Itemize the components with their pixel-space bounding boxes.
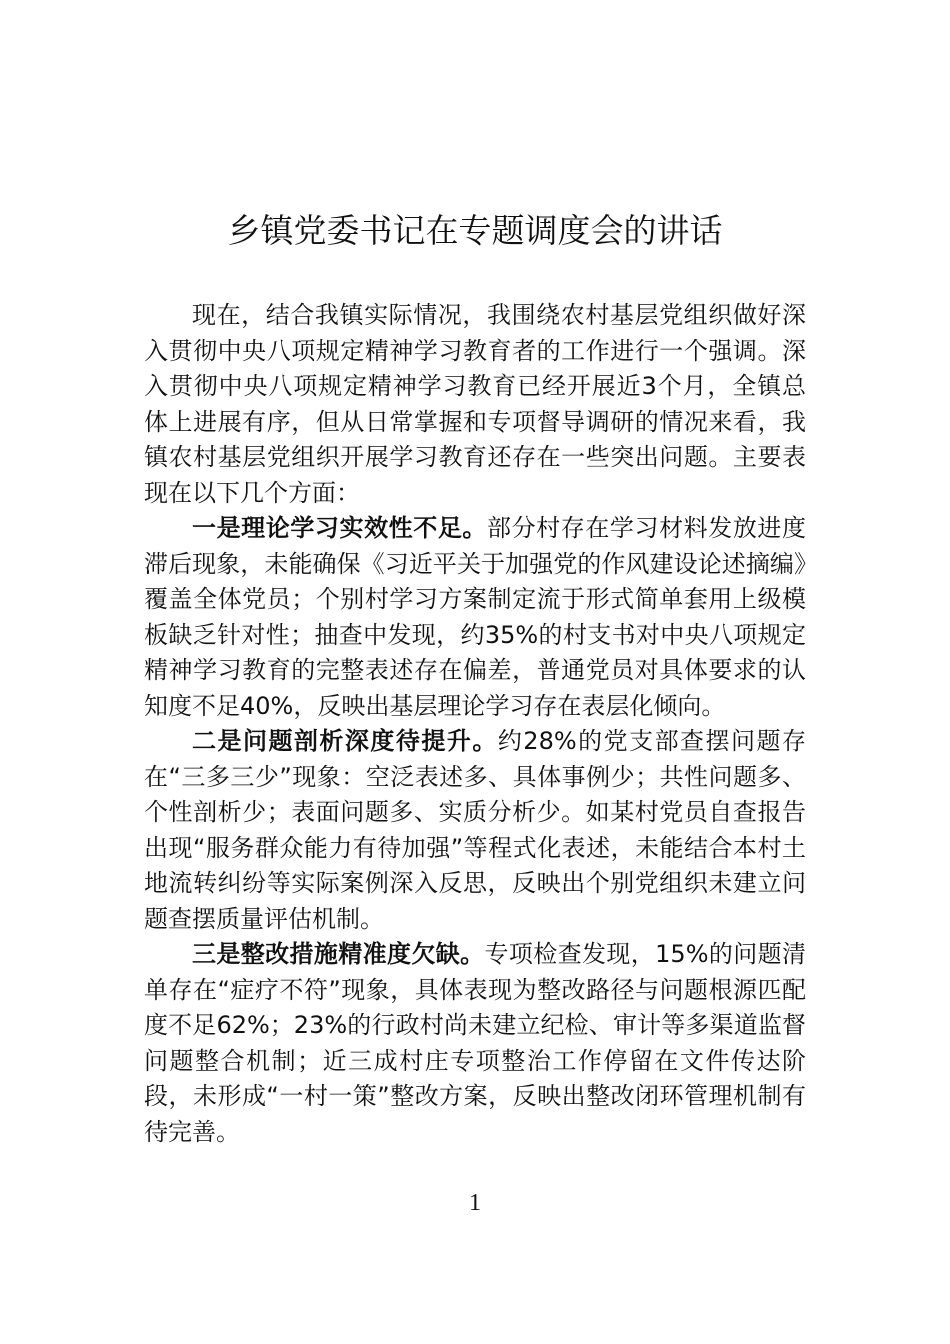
paragraph-lead: 一是理论学习实效性不足。	[192, 514, 487, 542]
paragraph-lead: 三是整改措施精准度欠缺。	[192, 940, 485, 968]
paragraph-point-1	[144, 511, 806, 724]
paragraph-intro	[144, 298, 806, 511]
document-body	[144, 298, 806, 1150]
paragraph-point-3	[144, 937, 806, 1150]
paragraph-text: 现在，结合我镇实际情况，我围绕农村基层党组织做好深入贯彻中央八项规定精神学习教育者的工作进行一个强调。深入贯彻中央八项规定精神学习教育已经开展近3个月，全镇总体上进展有序，但从日常掌握和专项督导调研的情况来看，我镇农村基层党组织开展学习教育还存在一些突出问题。主要表现在以下几个方面：	[144, 301, 806, 507]
page-number: 1	[469, 1190, 481, 1216]
paragraph-point-2	[144, 724, 806, 937]
paragraph-lead: 二是问题剖析深度待提升。	[192, 727, 498, 755]
paragraph-text: 部分村存在学习材料发放进度滞后现象，未能确保《习近平关于加强党的作风建设论述摘编》覆盖全体党员；个别村学习方案制定流于形式简单套用上级模板缺乏针对性；抽查中发现，约35%的村支书对中央八项规定精神学习教育的完整表述存在偏差，普通党员对具体要求的认知度不足40%，反映出基层理论学习存在表层化倾向。	[144, 514, 806, 720]
document-title: 乡镇党委书记在专题调度会的讲话	[227, 211, 723, 250]
paragraph-text: 专项检查发现，15%的问题清单存在“症疗不符”现象，具体表现为整改路径与问题根源匹配度不足62%；23%的行政村尚未建立纪检、审计等多渠道监督问题整合机制；近三成村庄专项整治工作停留在文件传达阶段，未形成“一村一策”整改方案，反映出整改闭环管理机制有待完善。	[144, 940, 806, 1146]
paragraph-text: 约28%的党支部查摆问题存在“三多三少”现象：空泛表述多、具体事例少；共性问题多、个性剖析少；表面问题多、实质分析少。如某村党员自查报告出现“服务群众能力有待加强”等程式化表述，未能结合本村土地流转纠纷等实际案例深入反思，反映出个别党组织未建立问题查摆质量评估机制。	[144, 727, 806, 933]
